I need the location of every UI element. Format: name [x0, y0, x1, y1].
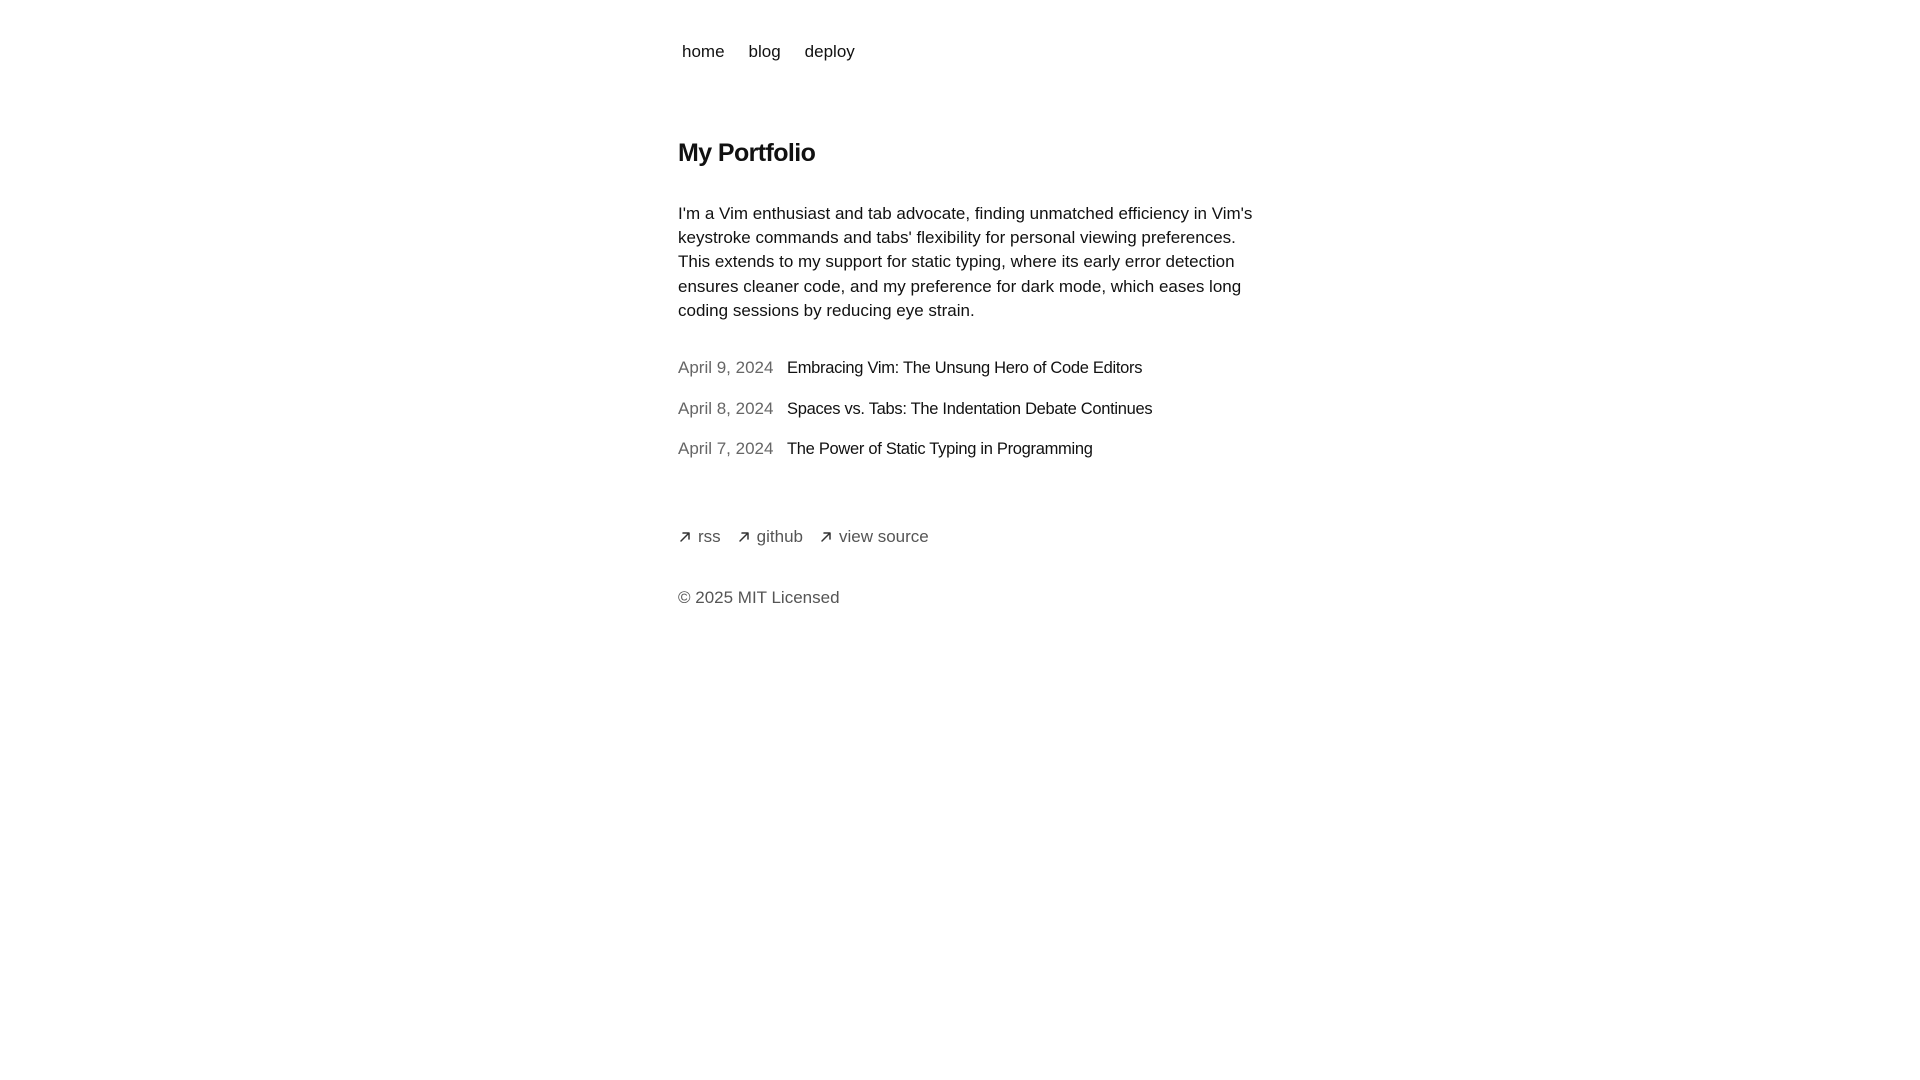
post-date: April 7, 2024 [678, 439, 774, 458]
footer-link-view-source[interactable] [819, 525, 929, 549]
list-item [678, 356, 1152, 397]
post-list [678, 356, 1152, 478]
post-title-link[interactable]: Embracing Vim: The Unsung Hero of Code Editors [787, 359, 1143, 377]
post-title-link[interactable]: Spaces vs. Tabs: The Indentation Debate Continues [787, 399, 1153, 418]
arrow-up-right-icon [819, 530, 833, 544]
copyright-notice: © 2025 MIT Licensed [678, 588, 840, 607]
page-title: My Portfolio [678, 139, 816, 167]
top-nav [682, 40, 855, 64]
footer-link-label: view source [839, 527, 929, 546]
post-date: April 8, 2024 [678, 398, 774, 418]
arrow-up-right-icon [737, 530, 751, 544]
nav-item-blog[interactable]: blog [748, 42, 781, 61]
footer-link-label: rss [698, 527, 721, 546]
post-date: April 9, 2024 [678, 358, 774, 377]
footer-link-rss[interactable] [678, 525, 721, 549]
footer-link-label: github [756, 527, 803, 546]
footer-links [678, 525, 929, 549]
post-title-link[interactable]: The Power of Static Typing in Programming [787, 440, 1093, 458]
footer-link-github[interactable] [737, 525, 803, 549]
nav-item-deploy[interactable]: deploy [804, 42, 855, 61]
list-item [678, 397, 1152, 438]
list-item [678, 437, 1152, 478]
bio-paragraph: I'm a Vim enthusiast and tab advocate, finding unmatched efficiency in Vim's keystroke commands and tabs' flexibility for personal viewing preferences. This extends to my support for static typing, where its early error detection ensures cleaner code, and my preference for dark mode, which eases long coding sessions by reducing eye strain. [678, 204, 1253, 320]
nav-item-home[interactable]: home [682, 42, 725, 61]
arrow-up-right-icon [678, 530, 692, 544]
